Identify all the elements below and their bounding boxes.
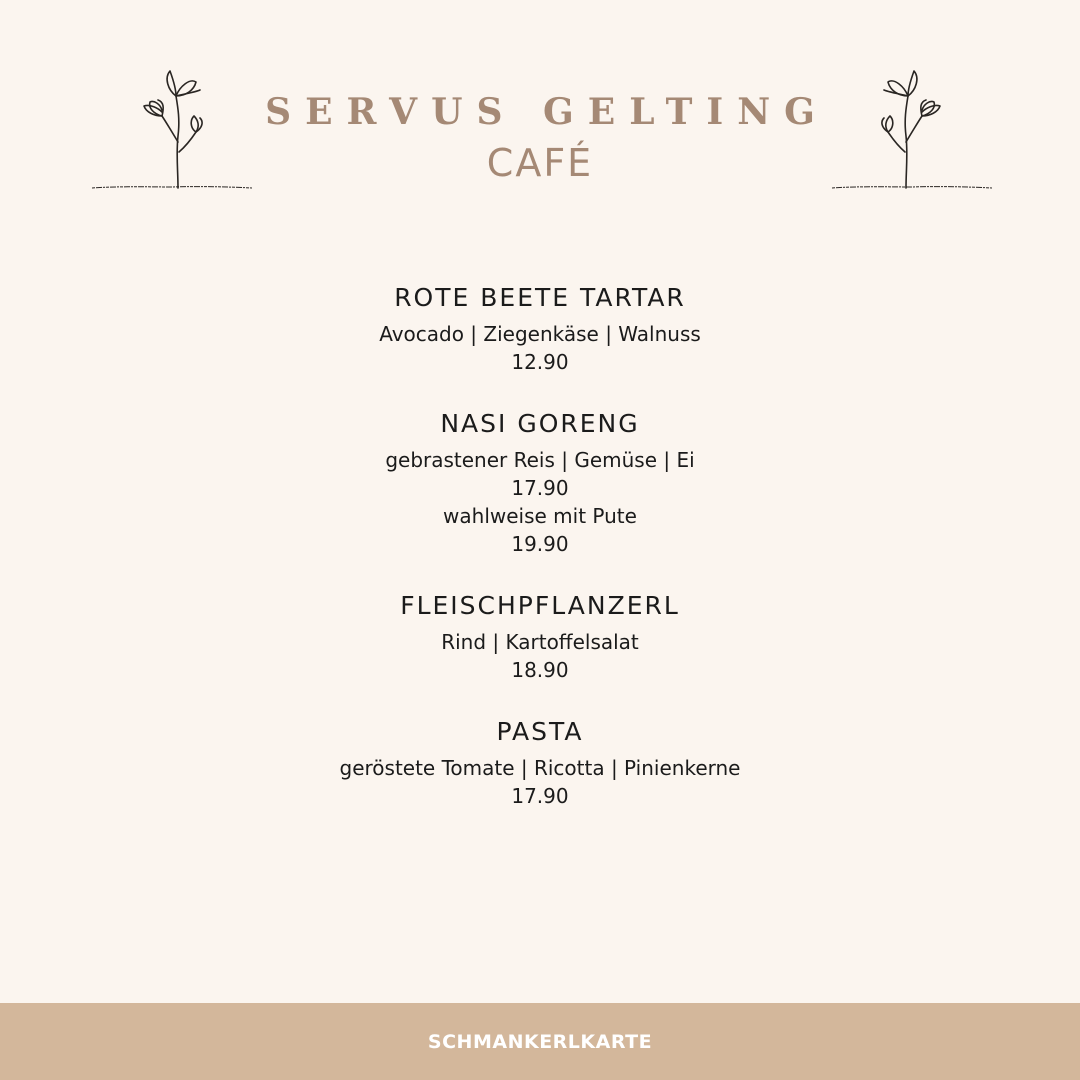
menu-item-description: Rind | Kartoffelsalat — [441, 630, 639, 654]
menu-item-description: geröstete Tomate | Ricotta | Pinienkerne — [339, 756, 741, 780]
footer-bar — [0, 1003, 1080, 1080]
brand-title: SERVUS GELTING — [265, 91, 829, 133]
menu-item-price: 17.90 — [511, 476, 569, 500]
flower-icon — [832, 62, 992, 194]
menu-item-name: NASI GORENG — [440, 409, 640, 438]
menu — [0, 280, 1080, 840]
menu-item-option: wahlweise mit Pute — [443, 504, 637, 528]
menu-item-price: 12.90 — [511, 350, 569, 374]
menu-item-description: gebrastener Reis | Gemüse | Ei — [385, 448, 695, 472]
menu-item-name: PASTA — [496, 717, 584, 746]
menu-item-description: Avocado | Ziegenkäse | Walnuss — [379, 322, 701, 346]
menu-item-price: 17.90 — [511, 784, 569, 808]
menu-item-option-price: 19.90 — [511, 532, 569, 556]
footer-label: SCHMANKERLKARTE — [427, 1030, 653, 1053]
header — [0, 0, 1080, 200]
menu-item — [0, 406, 1080, 558]
menu-item — [0, 714, 1080, 810]
menu-item-name: FLEISCHPFLANZERL — [400, 591, 680, 620]
brand-subtitle: CAFÉ — [486, 141, 594, 185]
menu-item-name: ROTE BEETE TARTAR — [394, 283, 686, 312]
menu-item — [0, 280, 1080, 376]
menu-item-price: 18.90 — [511, 658, 569, 682]
menu-item — [0, 588, 1080, 684]
